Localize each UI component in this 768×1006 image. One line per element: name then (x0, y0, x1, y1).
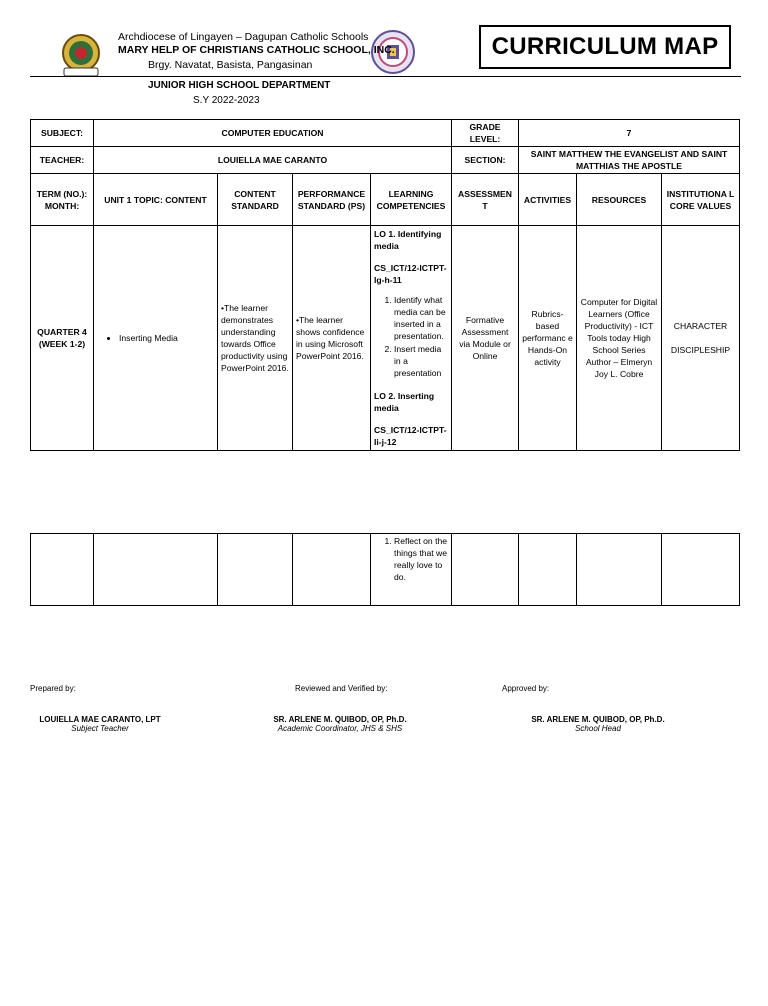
core-values-cell (662, 226, 740, 451)
competencies-cell (371, 226, 452, 451)
topic-cell (94, 226, 218, 451)
lo1-code: CS_ICT/12-ICTPT-Ig-h-11 (374, 263, 447, 285)
prepared-role: Subject Teacher (71, 724, 129, 733)
grade-value: 7 (519, 120, 740, 147)
activity-item: Hands-On activity (527, 345, 568, 367)
section-label: SECTION: (452, 147, 519, 174)
col-learning-competencies: LEARNING COMPETENCIES (371, 174, 452, 226)
empty-cell (519, 534, 577, 606)
topic-item: • Inserting Media (119, 332, 214, 344)
teacher-value: LOUIELLA MAE CARANTO (94, 147, 452, 174)
resources-cell: Computer for Digital Learners (Office Productivity) - ICT Tools today High School Series Author – Elmeryn Joy L. Cobre (577, 226, 662, 451)
reviewed-name: SR. ARLENE M. QUIBOD, OP, Ph.D. (273, 715, 407, 724)
competencies-cell (371, 534, 452, 606)
activity-item: Rubrics-based performanc e (522, 309, 573, 343)
curriculum-table (30, 119, 740, 451)
competency-item: 2. Insert media in a presentation (394, 343, 448, 379)
competency-item: 1. Reflect on the things that we really love to do. (394, 535, 448, 583)
reviewed-signature-block (260, 715, 420, 733)
prepared-signature-block (20, 715, 180, 733)
lo2-code: CS_ICT/12-ICTPT-Ii-j-12 (374, 425, 447, 447)
teacher-label: TEACHER: (31, 147, 94, 174)
prepared-name: LOUIELLA MAE CARANTO, LPT (39, 715, 161, 724)
empty-cell (452, 534, 519, 606)
assessment-cell: Formative Assessment via Module or Online (452, 226, 519, 451)
core-value-item: CHARACTER (673, 321, 728, 331)
teacher-row (31, 147, 740, 174)
empty-cell (94, 534, 218, 606)
prepared-by-label: Prepared by: (30, 684, 76, 693)
approved-name: SR. ARLENE M. QUIBOD, OP, Ph.D. (531, 715, 665, 724)
col-assessment: ASSESSMEN T (452, 174, 519, 226)
approved-role: School Head (575, 724, 621, 733)
department-name: JUNIOR HIGH SCHOOL DEPARTMENT (148, 80, 331, 91)
empty-cell (31, 534, 94, 606)
header-divider (30, 76, 741, 77)
content-standard-cell: •The learner demonstrates understanding towards Office productivity using PowerPoint 2016. (218, 226, 293, 451)
term-cell: QUARTER 4 (WEEK 1-2) (31, 226, 94, 451)
col-performance-standard: PERFORMANCE STANDARD (PS) (293, 174, 371, 226)
school-address: Brgy. Navatat, Basista, Pangasinan (148, 59, 313, 71)
archdiocese-line: Archdiocese of Lingayen – Dagupan Catholic Schools (118, 31, 369, 43)
column-header-row (31, 174, 740, 226)
subject-label: SUBJECT: (31, 120, 94, 147)
empty-cell (662, 534, 740, 606)
competency-item: 1. Identify what media can be inserted in a presentation. (394, 294, 448, 342)
approved-signature-block (518, 715, 678, 733)
school-seal-logo (58, 32, 104, 78)
approved-by-label: Approved by: (502, 684, 550, 693)
reviewed-role: Academic Coordinator, JHS & SHS (277, 724, 403, 733)
school-year: S.Y 2022-2023 (193, 95, 260, 106)
subject-value: COMPUTER EDUCATION (94, 120, 452, 147)
table-row (31, 226, 740, 451)
col-content-standard: CONTENT STANDARD (218, 174, 293, 226)
col-term: TERM (NO.): MONTH: (31, 174, 94, 226)
col-activities: ACTIVITIES (519, 174, 577, 226)
lo2-title: LO 2. Inserting media (374, 391, 435, 413)
table-row (31, 534, 740, 606)
empty-cell (218, 534, 293, 606)
reviewed-by-label: Reviewed and Verified by: (295, 684, 388, 693)
empty-cell (293, 534, 371, 606)
section-value: SAINT MATTHEW THE EVANGELIST AND SAINT MATTHIAS THE APOSTLE (519, 147, 740, 174)
activities-cell (519, 226, 577, 451)
col-core-values: INSTITUTIONA L CORE VALUES (662, 174, 740, 226)
core-value-item: DISCIPLESHIP (670, 345, 731, 355)
lo1-title: LO 1. Identifying media (374, 229, 442, 251)
document-title: CURRICULUM MAP (479, 25, 731, 69)
continuation-table (30, 533, 740, 606)
empty-cell (577, 534, 662, 606)
performance-standard-cell: •The learner shows confidence in using Microsoft PowerPoint 2016. (293, 226, 371, 451)
col-unit: UNIT 1 TOPIC: CONTENT (94, 174, 218, 226)
school-name: MARY HELP OF CHRISTIANS CATHOLIC SCHOOL, INC. (118, 44, 395, 56)
grade-label: GRADE LEVEL: (452, 120, 519, 147)
col-resources: RESOURCES (577, 174, 662, 226)
subject-row (31, 120, 740, 147)
